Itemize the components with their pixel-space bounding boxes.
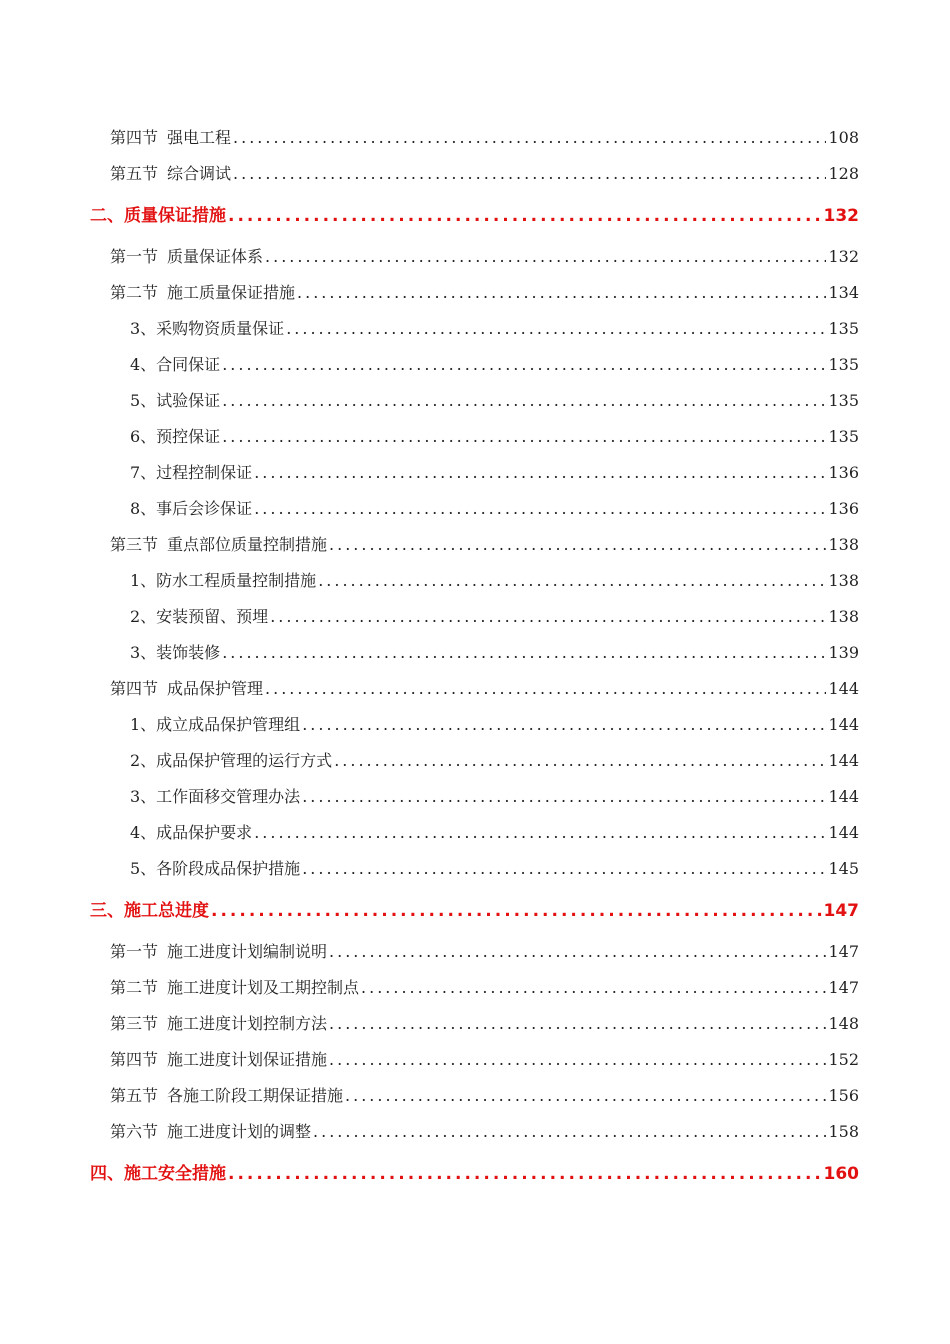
toc-entry-label bbox=[130, 455, 252, 491]
toc-entry-label bbox=[110, 239, 263, 275]
toc-entry-title: 三、施工总进度 bbox=[90, 901, 209, 921]
toc-entry-label bbox=[90, 893, 209, 930]
dot-leader bbox=[222, 635, 826, 671]
toc-entry-label bbox=[110, 1078, 343, 1114]
dot-leader bbox=[233, 120, 826, 156]
toc-entry-label bbox=[110, 275, 295, 311]
dot-leader bbox=[222, 383, 826, 419]
toc-section-number: 第四节 bbox=[110, 679, 159, 698]
toc-subsection-entry[interactable] bbox=[0, 707, 950, 743]
toc-entry-label bbox=[110, 156, 231, 192]
toc-section-number: 第二节 bbox=[110, 978, 159, 997]
toc-entry-label bbox=[110, 1006, 327, 1042]
toc-section-entry[interactable] bbox=[0, 1042, 950, 1078]
toc-page-number: 108 bbox=[828, 128, 859, 147]
toc-entry-label bbox=[110, 970, 359, 1006]
toc-entry-title: 3、采购物资质量保证 bbox=[130, 319, 285, 338]
toc-entry-title: 5、各阶段成品保护措施 bbox=[130, 859, 301, 878]
toc-section-entry[interactable] bbox=[0, 156, 950, 192]
dot-leader bbox=[329, 1042, 826, 1078]
toc-entry-title: 成品保护管理 bbox=[167, 679, 264, 698]
dot-leader bbox=[302, 707, 826, 743]
toc-entry-title: 四、施工安全措施 bbox=[90, 1164, 226, 1184]
dot-leader bbox=[265, 239, 826, 275]
toc-page-number: 147 bbox=[823, 901, 859, 921]
toc-entry-title: 4、合同保证 bbox=[130, 355, 221, 374]
dot-leader bbox=[211, 893, 822, 930]
toc-section-entry[interactable] bbox=[0, 120, 950, 156]
dot-leader bbox=[254, 815, 826, 851]
toc-section-number: 第三节 bbox=[110, 1014, 159, 1033]
toc-page-number: 138 bbox=[828, 607, 859, 626]
toc-entry-title: 7、过程控制保证 bbox=[130, 463, 253, 482]
toc-entry-title: 强电工程 bbox=[167, 128, 232, 147]
toc-entry-label bbox=[90, 198, 226, 235]
toc-section-entry[interactable] bbox=[0, 527, 950, 563]
toc-entry-title: 3、装饰装修 bbox=[130, 643, 221, 662]
toc-section-number: 第四节 bbox=[110, 1050, 159, 1069]
toc-page-number: 152 bbox=[828, 1050, 859, 1069]
dot-leader bbox=[228, 1156, 822, 1193]
toc-page-number: 132 bbox=[823, 206, 859, 226]
toc-entry-label bbox=[130, 815, 252, 851]
toc-subsection-entry[interactable] bbox=[0, 743, 950, 779]
dot-leader bbox=[302, 779, 826, 815]
toc-section-entry[interactable] bbox=[0, 1006, 950, 1042]
toc-section-number: 第二节 bbox=[110, 283, 159, 302]
toc-entry-label bbox=[130, 599, 268, 635]
toc-section-entry[interactable] bbox=[0, 1114, 950, 1150]
toc-entry-title: 3、工作面移交管理办法 bbox=[130, 787, 301, 806]
toc-entry-title: 1、防水工程质量控制措施 bbox=[130, 571, 317, 590]
toc-entry-label bbox=[110, 120, 231, 156]
dot-leader bbox=[334, 743, 826, 779]
toc-subsection-entry[interactable] bbox=[0, 311, 950, 347]
toc-entry-title: 质量保证体系 bbox=[167, 247, 264, 266]
toc-entry-label bbox=[110, 1042, 327, 1078]
toc-entry-title: 6、预控保证 bbox=[130, 427, 221, 446]
toc-subsection-entry[interactable] bbox=[0, 779, 950, 815]
toc-page-number: 144 bbox=[828, 715, 859, 734]
toc-page-number: 132 bbox=[828, 247, 859, 266]
toc-entry-label bbox=[90, 1156, 226, 1193]
dot-leader bbox=[313, 1114, 826, 1150]
toc-page-number: 135 bbox=[828, 319, 859, 338]
toc-subsection-entry[interactable] bbox=[0, 599, 950, 635]
toc-subsection-entry[interactable] bbox=[0, 851, 950, 887]
toc-section-number: 第六节 bbox=[110, 1122, 159, 1141]
toc-page-number: 128 bbox=[828, 164, 859, 183]
toc-chapter-entry[interactable] bbox=[0, 198, 950, 235]
toc-entry-title: 2、成品保护管理的运行方式 bbox=[130, 751, 333, 770]
toc-page-number: 138 bbox=[828, 571, 859, 590]
toc-subsection-entry[interactable] bbox=[0, 563, 950, 599]
toc-page-number: 145 bbox=[828, 859, 859, 878]
toc-section-entry[interactable] bbox=[0, 239, 950, 275]
dot-leader bbox=[233, 156, 826, 192]
table-of-contents bbox=[0, 120, 950, 1197]
toc-section-entry[interactable] bbox=[0, 671, 950, 707]
toc-entry-title: 2、安装预留、预埋 bbox=[130, 607, 269, 626]
toc-page-number: 147 bbox=[828, 978, 859, 997]
toc-page-number: 160 bbox=[823, 1164, 859, 1184]
toc-page-number: 135 bbox=[828, 427, 859, 446]
dot-leader bbox=[345, 1078, 826, 1114]
toc-page-number: 135 bbox=[828, 391, 859, 410]
toc-entry-title: 施工进度计划编制说明 bbox=[167, 942, 328, 961]
toc-entry-title: 8、事后会诊保证 bbox=[130, 499, 253, 518]
toc-section-number: 第五节 bbox=[110, 1086, 159, 1105]
toc-page-number: 144 bbox=[828, 751, 859, 770]
toc-entry-label bbox=[130, 491, 252, 527]
toc-page-number: 148 bbox=[828, 1014, 859, 1033]
toc-entry-label bbox=[130, 779, 300, 815]
dot-leader bbox=[329, 1006, 826, 1042]
toc-entry-label bbox=[130, 419, 220, 455]
toc-entry-title: 综合调试 bbox=[167, 164, 232, 183]
toc-subsection-entry[interactable] bbox=[0, 347, 950, 383]
toc-chapter-entry[interactable] bbox=[0, 1156, 950, 1193]
toc-entry-title: 二、质量保证措施 bbox=[90, 206, 226, 226]
toc-section-number: 第五节 bbox=[110, 164, 159, 183]
toc-section-number: 第三节 bbox=[110, 535, 159, 554]
toc-page-number: 147 bbox=[828, 942, 859, 961]
toc-entry-title: 重点部位质量控制措施 bbox=[167, 535, 328, 554]
toc-entry-label bbox=[130, 383, 220, 419]
toc-entry-label bbox=[130, 311, 284, 347]
dot-leader bbox=[228, 198, 822, 235]
dot-leader bbox=[361, 970, 826, 1006]
toc-page-number: 144 bbox=[828, 679, 859, 698]
toc-entry-title: 施工进度计划的调整 bbox=[167, 1122, 312, 1141]
toc-entry-label bbox=[130, 563, 316, 599]
toc-page-number: 158 bbox=[828, 1122, 859, 1141]
toc-page-number: 136 bbox=[828, 499, 859, 518]
toc-page-number: 144 bbox=[828, 823, 859, 842]
toc-entry-title: 施工进度计划保证措施 bbox=[167, 1050, 328, 1069]
dot-leader bbox=[222, 347, 826, 383]
toc-subsection-entry[interactable] bbox=[0, 419, 950, 455]
toc-entry-label bbox=[110, 671, 263, 707]
toc-page-number: 139 bbox=[828, 643, 859, 662]
dot-leader bbox=[329, 527, 826, 563]
toc-entry-title: 施工进度计划控制方法 bbox=[167, 1014, 328, 1033]
toc-entry-label bbox=[110, 527, 327, 563]
dot-leader bbox=[222, 419, 826, 455]
toc-page-number: 135 bbox=[828, 355, 859, 374]
toc-page-number: 156 bbox=[828, 1086, 859, 1105]
toc-entry-label bbox=[130, 743, 332, 779]
dot-leader bbox=[297, 275, 826, 311]
toc-subsection-entry[interactable] bbox=[0, 455, 950, 491]
dot-leader bbox=[270, 599, 826, 635]
dot-leader bbox=[254, 455, 826, 491]
toc-section-number: 第四节 bbox=[110, 128, 159, 147]
toc-subsection-entry[interactable] bbox=[0, 383, 950, 419]
toc-entry-title: 1、成立成品保护管理组 bbox=[130, 715, 301, 734]
toc-page-number: 136 bbox=[828, 463, 859, 482]
toc-section-entry[interactable] bbox=[0, 1078, 950, 1114]
toc-section-entry[interactable] bbox=[0, 275, 950, 311]
toc-entry-title: 施工质量保证措施 bbox=[167, 283, 296, 302]
toc-entry-title: 4、成品保护要求 bbox=[130, 823, 253, 842]
toc-section-entry[interactable] bbox=[0, 934, 950, 970]
toc-entry-label bbox=[130, 707, 300, 743]
toc-subsection-entry[interactable] bbox=[0, 635, 950, 671]
dot-leader bbox=[254, 491, 826, 527]
dot-leader bbox=[302, 851, 826, 887]
toc-page-number: 134 bbox=[828, 283, 859, 302]
dot-leader bbox=[318, 563, 826, 599]
toc-page-number: 138 bbox=[828, 535, 859, 554]
toc-section-entry[interactable] bbox=[0, 970, 950, 1006]
dot-leader bbox=[265, 671, 826, 707]
dot-leader bbox=[286, 311, 826, 347]
toc-entry-label bbox=[130, 347, 220, 383]
toc-entry-title: 各施工阶段工期保证措施 bbox=[167, 1086, 344, 1105]
toc-entry-title: 施工进度计划及工期控制点 bbox=[167, 978, 360, 997]
toc-subsection-entry[interactable] bbox=[0, 815, 950, 851]
toc-chapter-entry[interactable] bbox=[0, 893, 950, 930]
toc-section-number: 第一节 bbox=[110, 247, 159, 266]
toc-entry-label bbox=[110, 1114, 311, 1150]
toc-subsection-entry[interactable] bbox=[0, 491, 950, 527]
toc-entry-label bbox=[130, 851, 300, 887]
toc-section-number: 第一节 bbox=[110, 942, 159, 961]
toc-entry-label bbox=[110, 934, 327, 970]
toc-page-number: 144 bbox=[828, 787, 859, 806]
toc-entry-label bbox=[130, 635, 220, 671]
toc-entry-title: 5、试验保证 bbox=[130, 391, 221, 410]
dot-leader bbox=[329, 934, 826, 970]
